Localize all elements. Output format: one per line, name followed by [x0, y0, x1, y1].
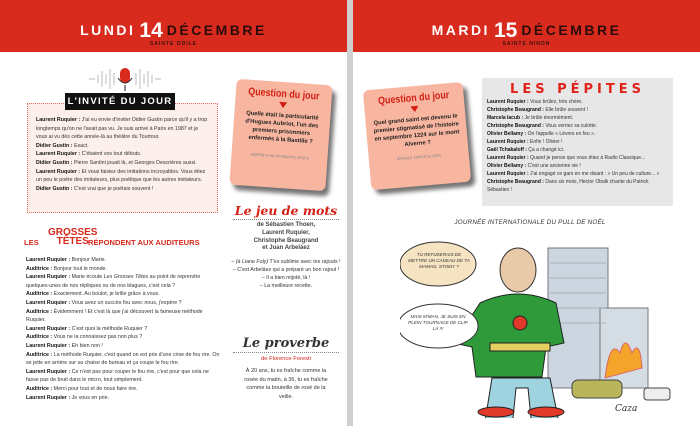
speaker-name: Laurent Ruquier :: [26, 299, 71, 306]
dialogue-line: [26, 394, 221, 403]
month: DÉCEMBRE: [166, 22, 267, 38]
weekday: LUNDI: [80, 22, 136, 38]
line-text: Enfin ! Olivier !: [528, 139, 563, 145]
speaker-name: Laurent Ruquier :: [26, 368, 71, 375]
speaker-name: Auditrice :: [26, 385, 53, 392]
line-text: C'est une ancienne vie !: [526, 163, 581, 169]
weekday: MARDI: [431, 22, 490, 38]
speech-bubble-mother: TU REFUSERAIS DE METTRE UN CADEAU DE TA MAMAN, STOMY ?: [408, 252, 470, 269]
line-text: – Il a bien mijoté, là !: [261, 274, 311, 281]
dialogue-line: [487, 178, 668, 194]
line-text: Ça a changé ici.: [526, 147, 565, 153]
line-text: Eh bien non !: [70, 342, 103, 349]
dialogue-line: [26, 273, 221, 290]
microphone-icon: [85, 66, 165, 92]
line-text: Bonjour Marie.: [70, 257, 107, 263]
question-text: Quelle était la particularité d'Hugues Aubriot, l'un des premiers prisonniers enfermés à la Bastille ?: [245, 110, 319, 146]
cartoon-title: JOURNÉE INTERNATIONALE DU PULL DE NOËL: [454, 219, 606, 226]
dialogue-line: [487, 122, 668, 130]
speaker-name: Laurent Ruquier :: [26, 325, 71, 332]
line-text: Vous brûlez, très chère.: [528, 99, 583, 105]
saint-of-day: SAINTE ODILE: [149, 41, 197, 47]
dialogue-line: [487, 154, 668, 162]
speaker-name: Laurent Ruquier :: [26, 342, 71, 349]
speaker-name: Christophe Beaugrand :: [487, 179, 544, 185]
speaker-name: Laurent Ruquier :: [36, 168, 81, 175]
dialogue-line: [487, 138, 668, 146]
question-answer-upside-down: Saint François d'Assise: [396, 152, 442, 162]
listeners-dialogue: [26, 256, 221, 402]
question-title: Question du jour: [247, 85, 320, 103]
speaker-name: Laurent Ruquier :: [36, 117, 81, 123]
speaker-name: Laurent Ruquier :: [487, 171, 529, 177]
dialogue-line: [231, 283, 341, 291]
speaker-name: Didier Gustin :: [36, 185, 73, 192]
dialogue-line: [231, 267, 341, 275]
line-text: Évidemment ! Et c'est là que j'ai découvert la fameuse méthode Ruquier.: [26, 308, 203, 324]
line-text: C'est quoi la méthode Ruquier ?: [70, 325, 148, 332]
proverb-author: de Florence Foresti: [261, 356, 311, 362]
dialogue-line: [26, 385, 221, 394]
speaker-name: Didier Gustin :: [36, 142, 73, 149]
line-text: Marie écoute: [70, 274, 104, 281]
speaker-name: Marcela Iacub :: [487, 115, 524, 121]
dialogue-line: [26, 333, 221, 342]
speaker-name: Didier Gustin :: [36, 159, 73, 166]
author-name: de Sébastien Thoen,: [256, 222, 316, 228]
wordplay-title: Le jeu de mots: [234, 203, 338, 218]
speaker-name: Olivier Bellamy :: [487, 163, 527, 169]
proverb-text: À 20 ans, tu es fraîche comme la rosée du matin, à 36, tu es fraîche comme la bouteille de rosé de la veille.: [244, 368, 328, 400]
question-title: Question du jour: [377, 89, 450, 108]
line-text: On l'appelle « Lèvres en feu ».: [526, 131, 596, 137]
italic-text: Les Grosses Têtes: [103, 274, 149, 281]
speaker-name: Christophe Beaugrand :: [487, 123, 544, 129]
dialogue-line: [26, 368, 221, 385]
speaker-name: Olivier Bellamy :: [487, 131, 527, 137]
pepites-dialogue: [487, 98, 668, 194]
line-text: C'est vrai que je poétais souvent !: [72, 185, 154, 192]
speaker-name: Auditrice :: [26, 291, 53, 298]
dialogue-line: [36, 159, 209, 168]
line-text: J'ai engagé ce gars en me disant : « Un peu de culture... »: [528, 171, 660, 177]
proverb-title: Le proverbe: [242, 336, 330, 351]
line-text: C'étaient vos tout débuts.: [80, 151, 142, 158]
speaker-name: Laurent Ruquier :: [36, 151, 81, 158]
author-name: et Juan Arbeláez: [262, 245, 310, 252]
speaker-name: Auditrice :: [26, 334, 53, 341]
dialogue-line: [487, 106, 668, 114]
speaker-name: Auditrice :: [26, 351, 53, 358]
guest-interview-box: [27, 103, 218, 213]
wordplay-lines: [225, 259, 347, 290]
day-header: [353, 0, 700, 52]
speaker-name: Laurent Ruquier :: [26, 257, 71, 263]
line-text: Vous verriez sa culotte.: [543, 123, 598, 129]
dialogue-line: [36, 185, 209, 194]
speaker-name: Auditrice :: [26, 265, 53, 272]
heading-rest: RÉPONDENT AUX AUDITEURS: [88, 238, 200, 247]
pepites-box: [482, 78, 673, 206]
speaker-name: Laurent Ruquier :: [26, 394, 71, 401]
line-text: Vous avez un succès fou avec nous, j'espère ?: [70, 299, 182, 306]
italic-text: (à Liane Foly): [235, 259, 269, 266]
dialogue-line: [487, 130, 668, 138]
dialogue-line: [36, 116, 209, 142]
question-text: Quel grand saint est devenu le premier stigmatisé de l'histoire en septembre 1224 sur le mont Alverne ?: [373, 113, 460, 149]
pepites-title: LES PÉPITES: [510, 82, 645, 97]
line-text: au point de reprendre quelques-unes de nos répliques ou de nos blagues, c'est cela ?: [26, 274, 201, 289]
question-of-day-card: [229, 79, 332, 191]
guest-of-day-title: L'INVITÉ DU JOUR: [65, 93, 175, 110]
question-answer-upside-down: Il était l'architecte de la Bastille: [250, 151, 309, 161]
author-name: Christophe Beaugrand: [253, 237, 319, 244]
question-of-day-card: [363, 82, 471, 190]
speaker-name: Christophe Beaugrand :: [487, 107, 544, 113]
line-text: Merci pour tout et de nous faire rire.: [52, 385, 138, 392]
dialogue-line: [36, 142, 209, 151]
proverb-section: [225, 336, 347, 401]
arrow-down-icon: [410, 106, 418, 113]
logo-line: TÊTES: [56, 236, 89, 247]
line-text: – C'est Arbeláez qui a préparé un bon rajout !: [232, 266, 340, 273]
dialogue-line: [26, 265, 221, 274]
dialogue-line: [487, 162, 668, 170]
speaker-name: Laurent Ruquier :: [487, 155, 529, 161]
speaker-name: Gaël Tchakaloff :: [487, 147, 527, 153]
line-text: Quand je pense que vous étiez à Radio Classique...: [528, 155, 646, 161]
dialogue-line: [26, 299, 221, 308]
day-number: 15: [493, 19, 518, 42]
line-text: Et vous faisiez des imitations incroyables. Vous étiez un peu le poète des imitateurs, plus poétique que les autres imitateurs.: [36, 168, 206, 184]
wordplay-section: [225, 203, 347, 290]
dialogue-line: [36, 150, 209, 159]
line-text: Dans six mois, Hector Obalk chante du Patrick Sébastien !: [487, 179, 649, 193]
dialogue-line: [26, 290, 221, 299]
dialogue-line: [26, 308, 221, 325]
line-text: T'es sublime avec tes rajouts !: [268, 259, 341, 266]
line-text: Elle brûle souvent !: [543, 107, 588, 113]
dialogue-line: [26, 342, 221, 351]
grosses-tetes-heading: [24, 228, 224, 254]
dialogue-line: [487, 170, 668, 178]
saint-of-day: SAINTE NINON: [502, 41, 551, 47]
dialogue-line: [26, 325, 221, 334]
dialogue-line: [26, 256, 221, 265]
speech-bubble-stomy: MAIS M'MAN, JE SUIS EN PLEIN TOURNAGE DE CLIP LÀ !!!: [408, 314, 468, 331]
line-text: Ce n'est pas pour couper le fou rire, c'est pour que cela ne fasse pas de bruit dans le micro, tout simplement.: [26, 368, 209, 384]
logo-line: GROSSES: [48, 227, 98, 238]
month: DÉCEMBRE: [521, 22, 622, 38]
line-text: Exact.: [72, 142, 89, 149]
day-number: 14: [139, 19, 163, 42]
line-text: Vous ne la connaissez pas non plus ?: [52, 334, 143, 341]
cartoonist-signature: Caza: [615, 404, 638, 414]
line-text: Bonjour tout le monde.: [52, 265, 107, 272]
dialogue-line: [487, 146, 668, 154]
day-header: [0, 0, 347, 52]
line-text: Pierre Santini jouait là, et Georges Descrières aussi.: [72, 159, 197, 166]
line-text: J'ai eu envie d'inviter Didier Gustin parce qu'il y a trop longtemps qu'on ne l'avait pas vu. Je suis arrivé à Paris en 1987 et je vous ai vu dès cette année-là au théâtre du Tourtour.: [36, 117, 208, 141]
dialogue-line: [231, 275, 341, 283]
line-text: –: [231, 259, 236, 266]
dialogue-line: [231, 259, 341, 267]
dialogue-line: [36, 168, 209, 185]
speaker-name: Laurent Ruquier :: [487, 99, 529, 105]
speaker-name: Laurent Ruquier :: [487, 139, 529, 145]
line-text: Exactement. Au boulot, je brille grâce à vous.: [52, 291, 160, 298]
speaker-name: Laurent Ruquier :: [26, 274, 71, 281]
wordplay-authors: [225, 222, 347, 253]
line-text: Je vous en prie.: [70, 394, 110, 401]
line-text: La méthode Ruquier, c'est quand on est pris d'une crise de fou rire. On se jette en arrière sur sa chaise de bureau et ça coupe le fou rire.: [26, 351, 220, 367]
dialogue-line: [26, 351, 221, 368]
author-name: Laurent Ruquier,: [262, 229, 310, 236]
heading-les: LES: [24, 238, 39, 247]
line-text: – La meilleure recette.: [259, 282, 313, 289]
left-page: [0, 0, 347, 426]
arrow-down-icon: [279, 102, 287, 109]
right-page: [353, 0, 700, 426]
dialogue-line: [487, 98, 668, 106]
line-text: Je brûle énormément.: [523, 115, 574, 121]
speaker-name: Auditrice :: [26, 308, 53, 315]
dialogue-line: [487, 114, 668, 122]
